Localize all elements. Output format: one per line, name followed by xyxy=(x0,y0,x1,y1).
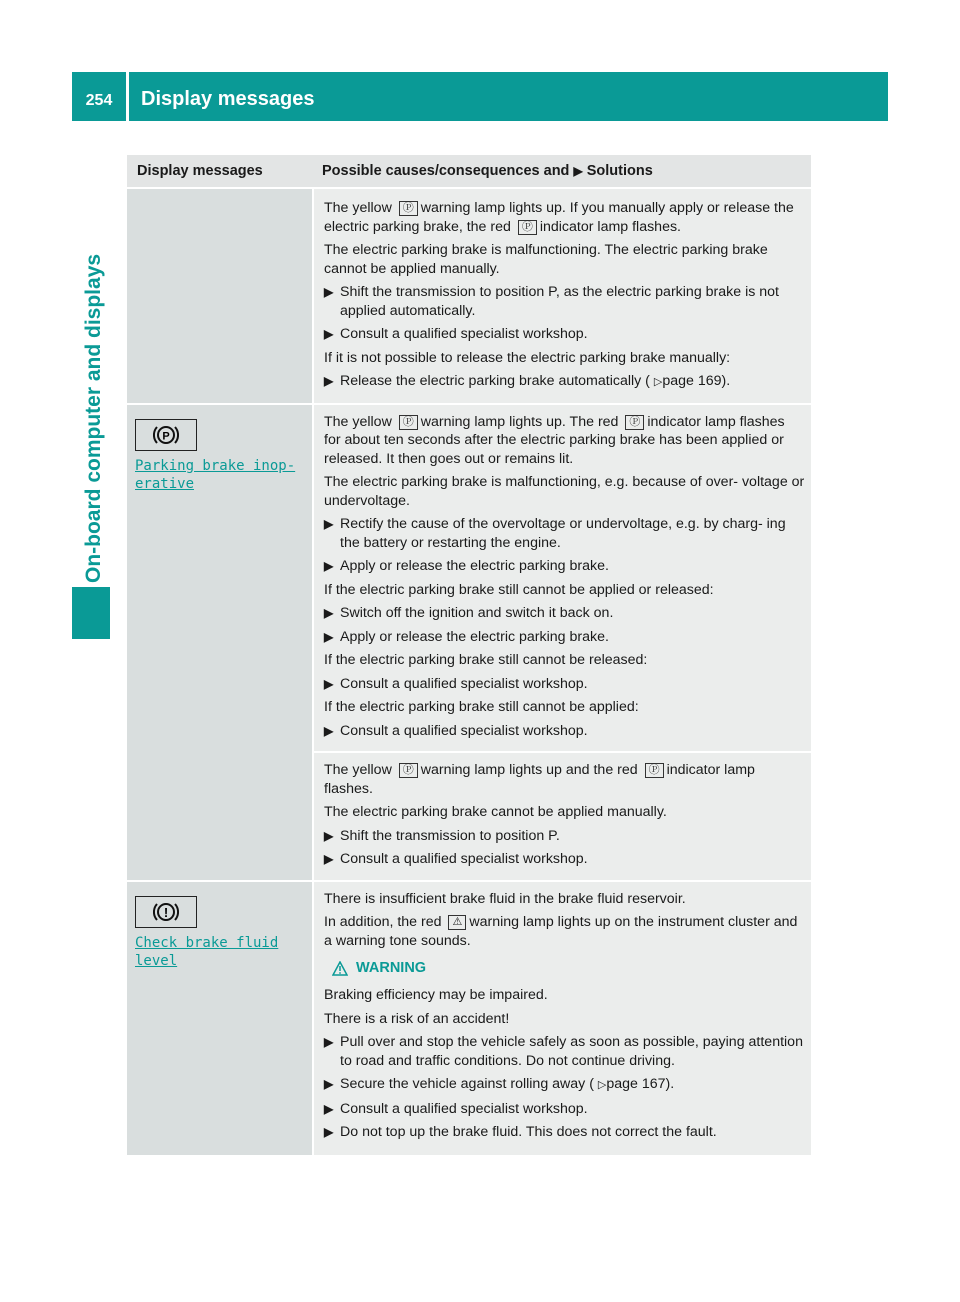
list-item: ▶ Pull over and stop the vehicle safely as soon as possible, paying attention to road and traffic conditions. Do not continue driving. xyxy=(324,1034,803,1069)
list-item: ▶ Apply or release the electric parking brake. xyxy=(324,558,609,574)
list-item: ▶ Shift the transmission to position P. xyxy=(324,827,560,844)
list-item: ▶ Shift the transmission to position P, as the electric parking brake is not applied automatically. xyxy=(324,284,779,319)
svg-text:P: P xyxy=(162,430,170,442)
solution-cell xyxy=(312,189,811,403)
paragraph: If it is not possible to release the electric parking brake manually: xyxy=(324,349,731,366)
list-item: ▶ Do not top up the brake fluid. This does not correct the fault. xyxy=(324,1124,717,1140)
step-arrow-icon: ▶ xyxy=(324,559,334,573)
col1-header: Display messages xyxy=(137,163,263,179)
parking-brake-icon: Ⓟ xyxy=(399,763,418,778)
parking-brake-icon: Ⓟ xyxy=(625,415,644,430)
svg-text:!: ! xyxy=(163,904,169,920)
list-item: ▶ Consult a qualified specialist workshop. xyxy=(324,851,588,867)
step-arrow-icon: ▶ xyxy=(573,164,583,178)
list-item: ▶ Consult a qualified specialist workshop. xyxy=(324,722,588,739)
paragraph: There is a risk of an accident! xyxy=(324,1010,510,1027)
parking-brake-icon xyxy=(135,419,197,451)
parking-brake-icon: Ⓟ xyxy=(399,201,418,216)
paragraph: The yellow Ⓟ warning lamp lights up. The red Ⓟ indicator lamp flashes for about ten seconds after the electric parking brake has been applied or released. It then goes out or remains lit. xyxy=(324,413,785,467)
solution-block xyxy=(314,405,811,754)
paragraph: In addition, the red ⚠ warning lamp lights up on the instrument cluster and a warning tone sounds. xyxy=(324,914,798,949)
brake-warning-icon xyxy=(135,896,197,928)
list-item: ▶ Secure the vehicle against rolling away ( ▷page 167). xyxy=(324,1076,675,1092)
step-arrow-icon: ▶ xyxy=(324,1125,334,1139)
header-divider xyxy=(126,72,129,121)
list-item: ▶ Rectify the cause of the overvoltage or undervoltage, e.g. by charg- ing the battery or restarting the engine. xyxy=(324,516,786,551)
display-message: Check brake fluid level xyxy=(135,934,279,969)
message-cell xyxy=(127,405,312,880)
paragraph: There is insufficient brake fluid in the brake fluid reservoir. xyxy=(324,890,686,907)
step-arrow-icon: ▶ xyxy=(324,517,334,531)
col2-header: Possible causes/consequences and ▶ Solutions xyxy=(322,163,653,179)
step-arrow-icon: ▶ xyxy=(324,629,334,644)
list-item: ▶ Consult a qualified specialist workshop. xyxy=(324,675,588,692)
step-arrow-icon: ▶ xyxy=(324,285,334,299)
table-row xyxy=(127,405,811,882)
message-cell xyxy=(127,189,312,403)
messages-table xyxy=(127,155,811,1157)
table-row xyxy=(127,189,811,405)
solution-block xyxy=(314,753,811,880)
paragraph: The yellow Ⓟ warning lamp lights up and the red Ⓟ indicator lamp flashes. xyxy=(324,762,755,797)
solution-cell xyxy=(312,405,811,880)
list-item: ▶ Consult a qualified specialist workshop. xyxy=(324,326,588,342)
side-tab-marker xyxy=(72,587,110,639)
step-arrow-icon: ▶ xyxy=(324,828,334,843)
step-arrow-icon: ▶ xyxy=(324,1101,334,1116)
step-arrow-icon: ▶ xyxy=(324,1035,334,1049)
display-message: Parking brake inop‐ erative xyxy=(135,457,296,492)
step-arrow-icon: ▶ xyxy=(324,327,334,341)
list-item: ▶ Switch off the ignition and switch it back on. xyxy=(324,605,614,621)
step-arrow-icon: ▶ xyxy=(324,676,334,691)
list-item: ▶ Consult a qualified specialist workshop. xyxy=(324,1100,588,1117)
step-arrow-icon: ▶ xyxy=(324,1077,334,1091)
list-item: ▶ Apply or release the electric parking brake. xyxy=(324,628,609,645)
paragraph: If the electric parking brake still cannot be applied or released: xyxy=(324,581,714,598)
parking-brake-icon: Ⓟ xyxy=(645,763,664,778)
table-row xyxy=(127,882,811,1157)
paragraph: The electric parking brake is malfunctioning. The electric parking brake cannot be applied manually. xyxy=(324,242,768,277)
warning-heading: WARNING xyxy=(332,960,805,976)
paragraph: If the electric parking brake still cannot be released: xyxy=(324,652,648,668)
page-number: 254 xyxy=(85,91,113,109)
page-ref-icon: ▷ xyxy=(597,1079,607,1091)
step-arrow-icon: ▶ xyxy=(324,374,334,388)
table-header xyxy=(127,155,811,189)
warning-triangle-icon xyxy=(332,961,348,976)
side-section-label: On-board computer and displays xyxy=(82,253,105,583)
parking-brake-icon: Ⓟ xyxy=(518,220,537,235)
paragraph: The yellow Ⓟ warning lamp lights up. If you manually apply or release the electric parking brake, the red Ⓟ indicator lamp flashes. xyxy=(324,200,794,235)
brake-warning-icon: ⚠ xyxy=(448,915,466,930)
paragraph: If the electric parking brake still cannot be applied: xyxy=(324,699,639,715)
paragraph: The electric parking brake is malfunctioning, e.g. because of over- voltage or undervoltage. xyxy=(324,474,805,509)
step-arrow-icon: ▶ xyxy=(324,606,334,620)
page-link[interactable]: page 167). xyxy=(606,1076,675,1092)
page-title: Display messages xyxy=(141,88,315,110)
step-arrow-icon: ▶ xyxy=(324,723,334,738)
step-arrow-icon: ▶ xyxy=(324,852,334,866)
paragraph: Braking efficiency may be impaired. xyxy=(324,987,548,1003)
paragraph: The electric parking brake cannot be applied manually. xyxy=(324,804,667,820)
page-ref-icon: ▷ xyxy=(653,376,663,388)
parking-brake-icon: Ⓟ xyxy=(399,415,418,430)
page-link[interactable]: page 169). xyxy=(662,373,731,389)
message-cell xyxy=(127,882,312,1155)
list-item: ▶ Release the electric parking brake automatically ( ▷page 169). xyxy=(324,373,731,389)
solution-cell xyxy=(312,882,811,1155)
